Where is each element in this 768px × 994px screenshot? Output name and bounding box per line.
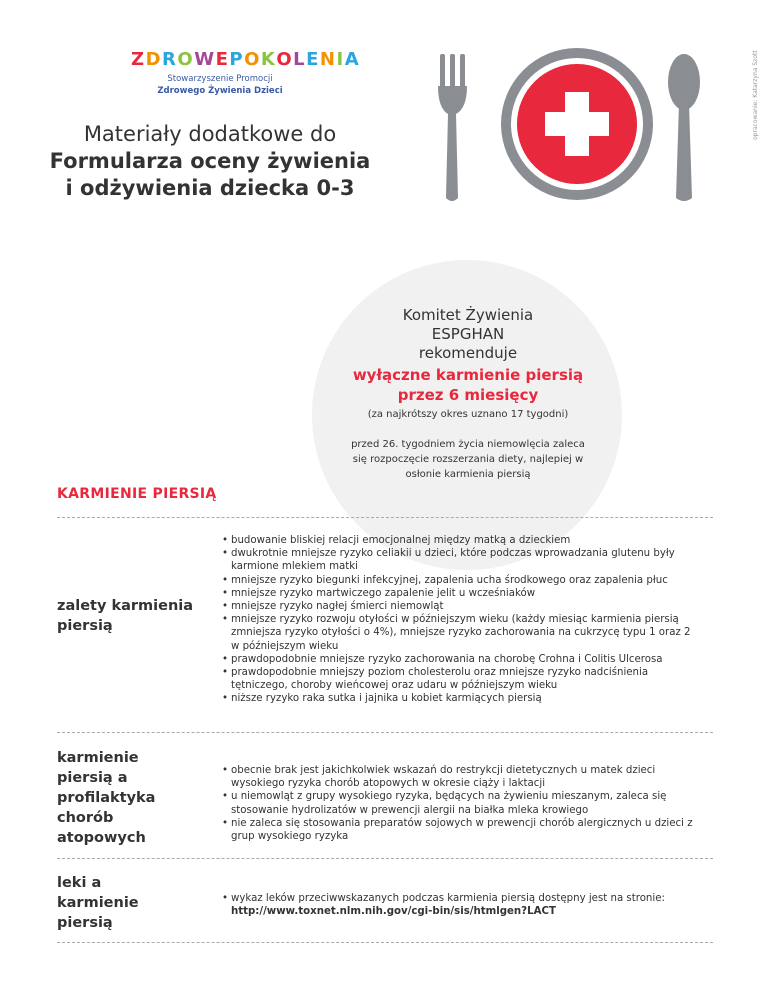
recommendation-line: rekomenduje [418,344,518,362]
logo [131,49,360,70]
title-line-3: i odżywienia dziecka 0-3 [65,176,355,200]
list-item: • mniejsze ryzyko biegunki infekcyjnej, zapalenia ucha środkowego oraz zapalenia płuc [222,574,702,587]
logo-letter: Z [131,49,146,70]
list-item: • niższe ryzyko raka sutka i jajnika u kobiet karmiących piersią [222,692,702,705]
list-item: • prawdopodobnie mniejsze ryzyko zachorowania na chorobę Crohna i Colitis Ulcerosa [222,653,702,666]
list-item: • mniejsze ryzyko rozwoju otyłości w późniejszym wieku (każdy miesiąc karmienia piersią zmniejsza ryzyko otyłości o 4%), mniejsze ryzyko zachorowania na cukrzycę typu 1 oraz 2 w późniejszym wieku [222,613,702,653]
logo-subtitle: Stowarzyszenie Promocji [167,74,273,84]
toxnet-link[interactable]: http://www.toxnet.nlm.nih.gov/cgi-bin/sis/htmlgen?LACT [231,906,556,918]
author-credit: opracowanie: Katarzyna Szott [752,50,759,140]
list-item: • prawdopodobnie mniejszy poziom cholesterolu oraz mniejsze ryzyko nadciśnienia tętniczego, choroby wieńcowej oraz udaru w późniejszym wieku [222,666,702,692]
list-item: • nie zaleca się stosowania preparatów sojowych w prewencji chorób alergicznych u dzieci z grup wysokiego ryzyka [222,817,702,843]
logo-letter: W [194,49,216,70]
list-item: • budowanie bliskiej relacji emocjonalnej między matką a dzieckiem [222,534,702,547]
list-item [222,892,702,918]
logo-letter: O [177,49,195,70]
list-item: • mniejsze ryzyko nagłej śmierci niemowląt [222,600,702,613]
logo-letter: E [215,49,230,70]
logo-letter: P [229,49,245,70]
fork-icon [438,54,467,201]
logo-letter: O [244,49,261,70]
list-item: • u niemowląt z grupy wysokiego ryzyka, będących na żywieniu mieszanym, zaleca się stosowanie hydrolizatów w prewencji alergii na białka mleka krowiego [222,790,702,816]
logo-letter: D [145,49,163,70]
section-label-atopic: karmienie piersią a profilaktyka chorób atopowych [57,750,156,846]
recommendation-highlight: przez 6 miesięcy [397,386,539,404]
atopic-list [222,764,702,843]
list-item: • mniejsze ryzyko martwiczego zapalenie jelit u wcześniaków [222,587,702,600]
section-label-medications: leki a karmienie piersią [57,875,139,931]
title-line-2: Formularza oceny żywienia [49,149,371,173]
section-heading: KARMIENIE PIERSIĄ [57,486,217,502]
logo-letter: A [344,49,361,70]
logo-letter: L [293,49,307,70]
logo-subtitle-bold: Zdrowego Żywienia Dzieci [157,86,283,96]
recommendation-line: ESPGHAN [431,325,505,343]
list-item: • dwukrotnie mniejsze ryzyko celiakii u dzieci, które podczas wprowadzania glutenu były karmione mlekiem matki [222,547,702,573]
section-label-benefits: zalety karmienia piersią [57,598,194,634]
logo-letter: R [162,49,178,70]
logo-letter: K [260,49,277,70]
divider [57,858,713,859]
benefits-list [222,534,702,706]
divider [57,517,713,518]
logo-letter: N [319,49,337,70]
divider [57,732,713,733]
title-line-1: Materiały dodatkowe do [83,122,337,146]
recommendation-highlight: wyłączne karmienie piersią [352,366,584,384]
list-item-text: wykaz leków przeciwwskazanych podczas karmienia piersią dostępny jest na stronie: [231,893,665,904]
plate-with-cross-icon [432,48,732,208]
recommendation-note: (za najkrótszy okres uznano 17 tygodni) [367,409,569,420]
logo-letter: O [276,49,294,70]
spoon-icon [668,54,700,201]
recommendation-line: Komitet Żywienia [402,306,534,324]
recommendation-detail: przed 26. tygodniem życia niemowlęcia zaleca się rozpoczęcie rozszerzania diety, najlepiej w osłonie karmienia piersią [351,439,585,480]
logo-letter: E [306,49,320,70]
medications-list [222,892,702,918]
list-item: • obecnie brak jest jakichkolwiek wskazań do restrykcji dietetycznych u matek dzieci wysokiego ryzyka chorób atopowych w okresie ciąży i laktacji [222,764,702,790]
divider [57,942,713,943]
logo-letter: I [336,49,345,70]
